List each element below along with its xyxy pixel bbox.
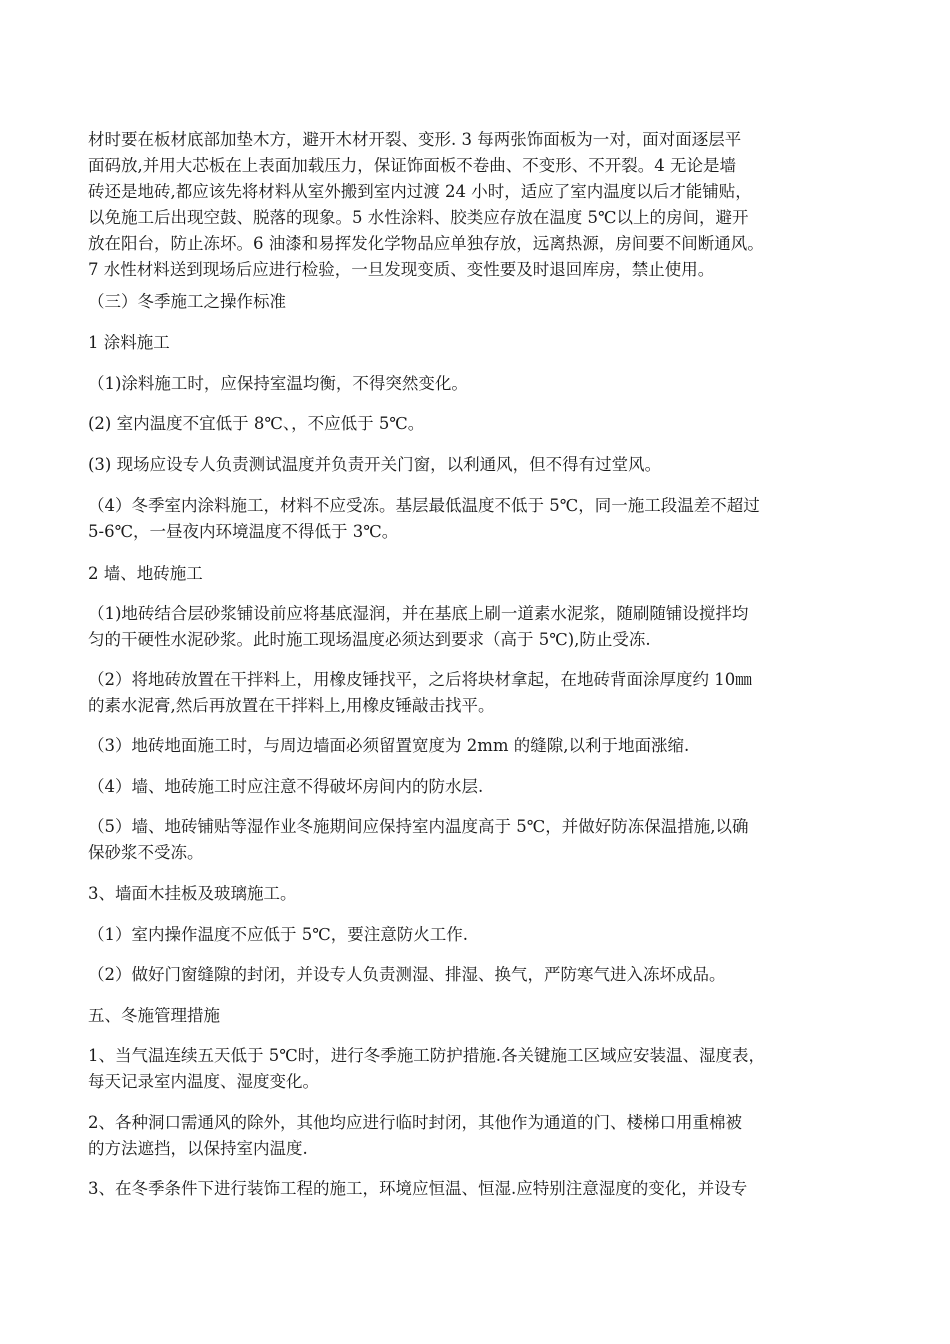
subsection-heading: 3、墙面木挂板及玻璃施工。	[88, 884, 297, 903]
list-item: 1、当气温连续五天低于 5℃时，进行冬季施工防护措施.各关键施工区域应安装温、湿度表， 每天记录室内温度、湿度变化。	[88, 1046, 765, 1091]
list-item: (3) 现场应设专人负责测试温度并负责开关门窗，以利通风，但不得有过堂风。	[88, 455, 662, 474]
intro-paragraph	[88, 127, 868, 283]
list-item: （2）做好门窗缝隙的封闭，并设专人负责测湿、排湿、换气，严防寒气进入冻坏成品。	[88, 965, 726, 984]
subsection-heading: 1 涂料施工	[88, 333, 170, 352]
list-item: （1)涂料施工时，应保持室温均衡，不得突然变化。	[88, 374, 468, 393]
list-item: （3）地砖地面施工时，与周边墙面必须留置宽度为 2mm 的缝隙,以利于地面涨缩.	[88, 736, 690, 755]
text-line: 砖还是地砖,都应该先将材料从室外搬到室内过渡 24 小时，适应了室内温度以后才能铺贴，	[88, 182, 752, 201]
text-line: 7 水性材料送到现场后应进行检验，一旦发现变质、变性要及时退回库房，禁止使用。	[88, 260, 715, 279]
text-line: 以免施工后出现空鼓、脱落的现象。5 水性涂料、胶类应存放在温度 5℃以上的房间，避开	[88, 208, 749, 227]
list-item: （4）墙、地砖施工时应注意不得破坏房间内的防水层.	[88, 777, 484, 796]
list-item: 2、各种洞口需通风的除外，其他均应进行临时封闭，其他作为通道的门、楼梯口用重棉被 的方法遮挡，以保持室内温度.	[88, 1113, 742, 1158]
list-item: （5）墙、地砖铺贴等湿作业冬施期间应保持室内温度高于 5℃，并做好防冻保温措施,以确 保砂浆不受冻。	[88, 817, 749, 862]
list-item: 3、在冬季条件下进行装饰工程的施工，环境应恒温、恒湿.应特别注意湿度的变化，并设专	[88, 1179, 748, 1198]
list-item: (2) 室内温度不宜低于 8℃、，不应低于 5℃。	[88, 414, 425, 433]
list-item: （4）冬季室内涂料施工，材料不应受冻。基层最低温度不低于 5℃，同一施工段温差不超过 5-6℃，一昼夜内环境温度不得低于 3℃。	[88, 496, 760, 541]
section-heading: （三）冬季施工之操作标准	[88, 292, 286, 311]
subsection-heading: 2 墙、地砖施工	[88, 564, 203, 583]
text-line: 材时要在板材底部加垫木方，避开木材开裂、变形. 3 每两张饰面板为一对，面对面逐层平	[88, 130, 742, 149]
section-heading: 五、冬施管理措施	[88, 1006, 220, 1025]
list-item: （2）将地砖放置在干拌料上，用橡皮锤找平，之后将块材拿起，在地砖背面涂厚度约 10㎜ 的素水泥膏,然后再放置在干拌料上,用橡皮锤敲击找平。	[88, 670, 752, 715]
text-line: 面码放,并用大芯板在上表面加载压力，保证饰面板不卷曲、不变形、不开裂。4 无论是墙	[88, 156, 736, 175]
list-item: （1)地砖结合层砂浆铺设前应将基底湿润，并在基底上刷一道素水泥浆，随刷随铺设搅拌均 匀的干硬性水泥砂浆。此时施工现场温度必须达到要求（高于 5℃),防止受冻.	[88, 604, 749, 649]
text-line: 放在阳台，防止冻坏。6 油漆和易挥发化学物品应单独存放，远离热源，房间要不间断通风。	[88, 234, 764, 253]
list-item: （1）室内操作温度不应低于 5℃，要注意防火工作.	[88, 925, 468, 944]
